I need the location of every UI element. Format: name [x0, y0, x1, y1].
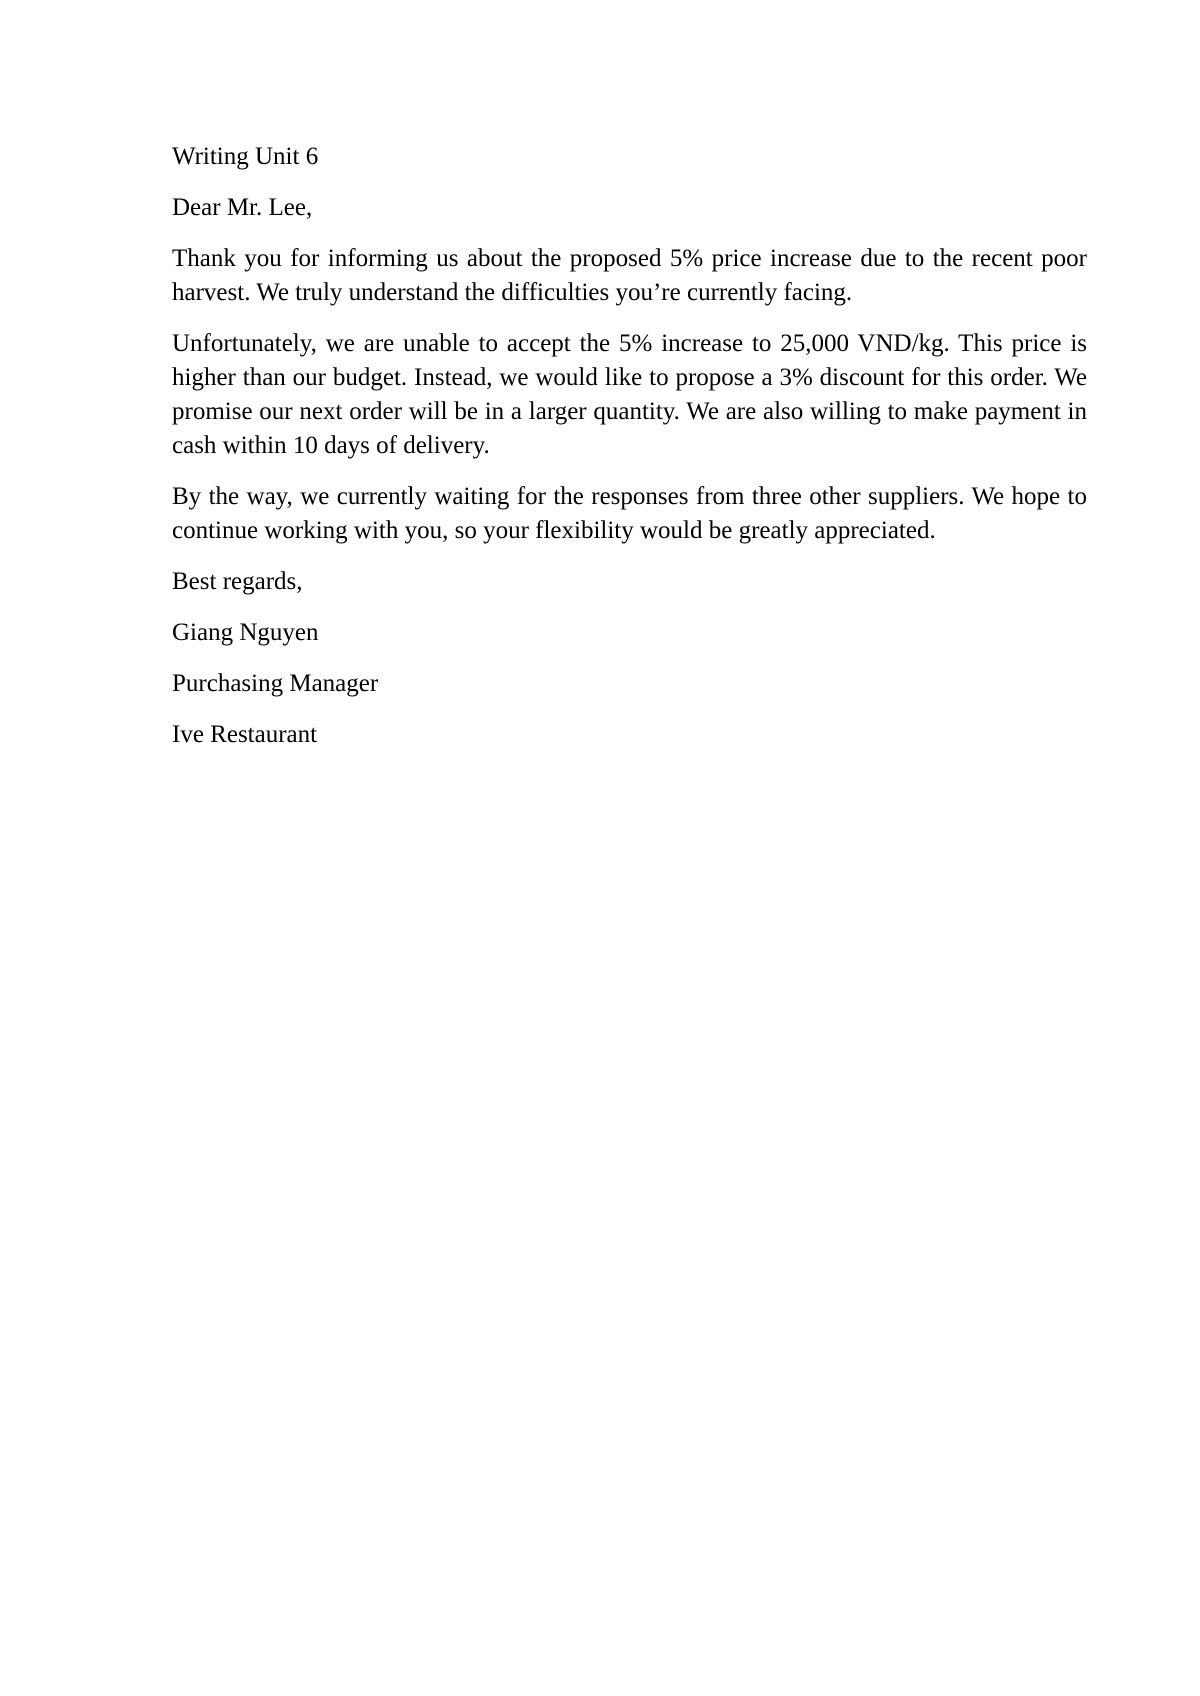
closing: Best regards, [172, 568, 303, 595]
salutation: Dear Mr. Lee, [172, 194, 313, 221]
document-heading: Writing Unit 6 [172, 143, 319, 170]
paragraph-3: By the way, we currently waiting for the responses from three other suppliers. We hope to continue working with you, so your flexibility would be greatly appreciated. [172, 483, 1087, 544]
letter-body [172, 140, 1087, 769]
signature-company: Ive Restaurant [172, 721, 318, 748]
signature-title: Purchasing Manager [172, 670, 379, 697]
signature-name: Giang Nguyen [172, 619, 319, 646]
paragraph-2: Unfortunately, we are unable to accept the 5% increase to 25,000 VND/kg. This price is higher than our budget. Instead, we would like to propose a 3% discount for this order. We promise our next order will be in a larger quantity. We are also willing to make payment in cash within 10 days of delivery. [172, 330, 1087, 459]
paragraph-1: Thank you for informing us about the proposed 5% price increase due to the recent poor harvest. We truly understand the difficulties you’re currently facing. [172, 245, 1087, 306]
